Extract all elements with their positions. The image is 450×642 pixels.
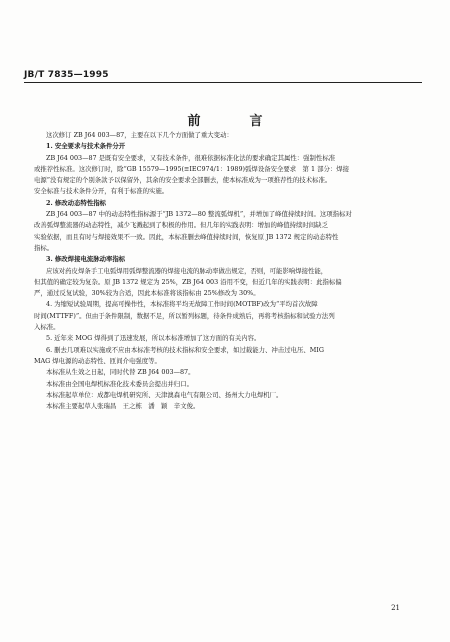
paragraph: 入标准。 [34, 323, 60, 332]
paragraph: 本标准起草单位：成都电焊机研究所、天津澳森电气有限公司、扬州大力电焊机厂。 [46, 390, 283, 399]
section-heading: 2. 修改动态特性指标 [46, 198, 107, 207]
paragraph: 但其值的确定较为复杂。原 JB 1372 规定为 25%，ZB J64 003 沿用不变，但近几年的实践表明：此指标偏 [34, 277, 342, 286]
paragraph: 电源”没有规定的个别条款予以保留外，其余的安全要求全部删去，使本标准成为一项推荐性的技术标准。 [34, 176, 332, 185]
section-heading: 1. 安全要求与技术条件分开 [46, 142, 126, 151]
paragraph: 本标准主要起草人张瑞昌 王之栋 潘 颖 辛文俊。 [46, 402, 200, 411]
page-title: 前 言 [187, 114, 281, 129]
paragraph: 4. 为缩短试验周期，提高可操作性，本标准将平均无故障工作时间(MOTBF)改为“平均首次故障 [46, 300, 318, 309]
paragraph: MAG 焊电源的动态特性、匝间介电强度等。 [34, 356, 161, 365]
standard-code: JB/T 7835—1995 [24, 70, 109, 80]
paragraph: 时间(MTTFF)”。但由于条件限制，数据不足，所以暂列标题，待条件成熟后，再将考核指标和试验方法列 [34, 311, 335, 320]
paragraph: 这次修订 ZB J64 003—87，主要在以下几个方面做了重大变动： [46, 131, 233, 139]
paragraph: 改善弧焊整流器的动态特性，减少飞溅起到了积极的作用。但几年的实践表明：增加的峰值持续时间缺乏 [34, 221, 328, 230]
page-number: 21 [391, 604, 400, 612]
paragraph: 实验依据，而且有时与焊接效果不一致。因此，本标准删去峰值持续时间，恢复原 JB 1372 规定的动态特性 [34, 232, 339, 241]
paragraph: 指标。 [34, 243, 54, 252]
header-rule [24, 82, 422, 83]
paragraph: 应该对药皮焊条手工电弧焊用弧焊整流器的焊接电流的脉动率做出规定，否则，可能影响焊接性能， [46, 266, 328, 275]
paragraph: 本标准从生效之日起，同时代替 ZB J64 003—87。 [46, 368, 195, 377]
paragraph: 严，通过反复试验，30%较为合适，因此本标准将该指标由 25%修改为 30%。 [34, 289, 260, 298]
paragraph: 或推荐性标准。这次修订时，除“GB 15579—1995(≡IEC974/1：1989)弧焊设备安全要求 第 1 部分：焊接 [34, 164, 350, 173]
section-heading: 3. 修改焊接电流脉动率指标 [46, 255, 126, 264]
paragraph: 5. 近年来 MOG 焊得到了迅速发展，所以本标准增加了这方面的有关内容。 [46, 334, 261, 343]
paragraph: ZB J64 003—87 是既有安全要求，又有技术条件，很难依据标准化法的要求确定其属性：强制性标准 [46, 153, 336, 162]
paragraph: 安全标准与技术条件分开，有利于标准的实施。 [34, 187, 169, 196]
paragraph: 本标准由全国电焊机标准化技术委员会提出并归口。 [46, 379, 193, 388]
paragraph: ZB J64 003—87 中的动态特性指标源于“JB 1372—80 整流弧焊机”，并增加了峰值持续时间。这项指标对 [46, 210, 352, 219]
paragraph: 6. 删去几项难以实施或不应由本标准考核的技术指标和安全要求，如过载能力、冲击过电压、MIG [46, 345, 324, 354]
foreword-body [34, 130, 422, 412]
